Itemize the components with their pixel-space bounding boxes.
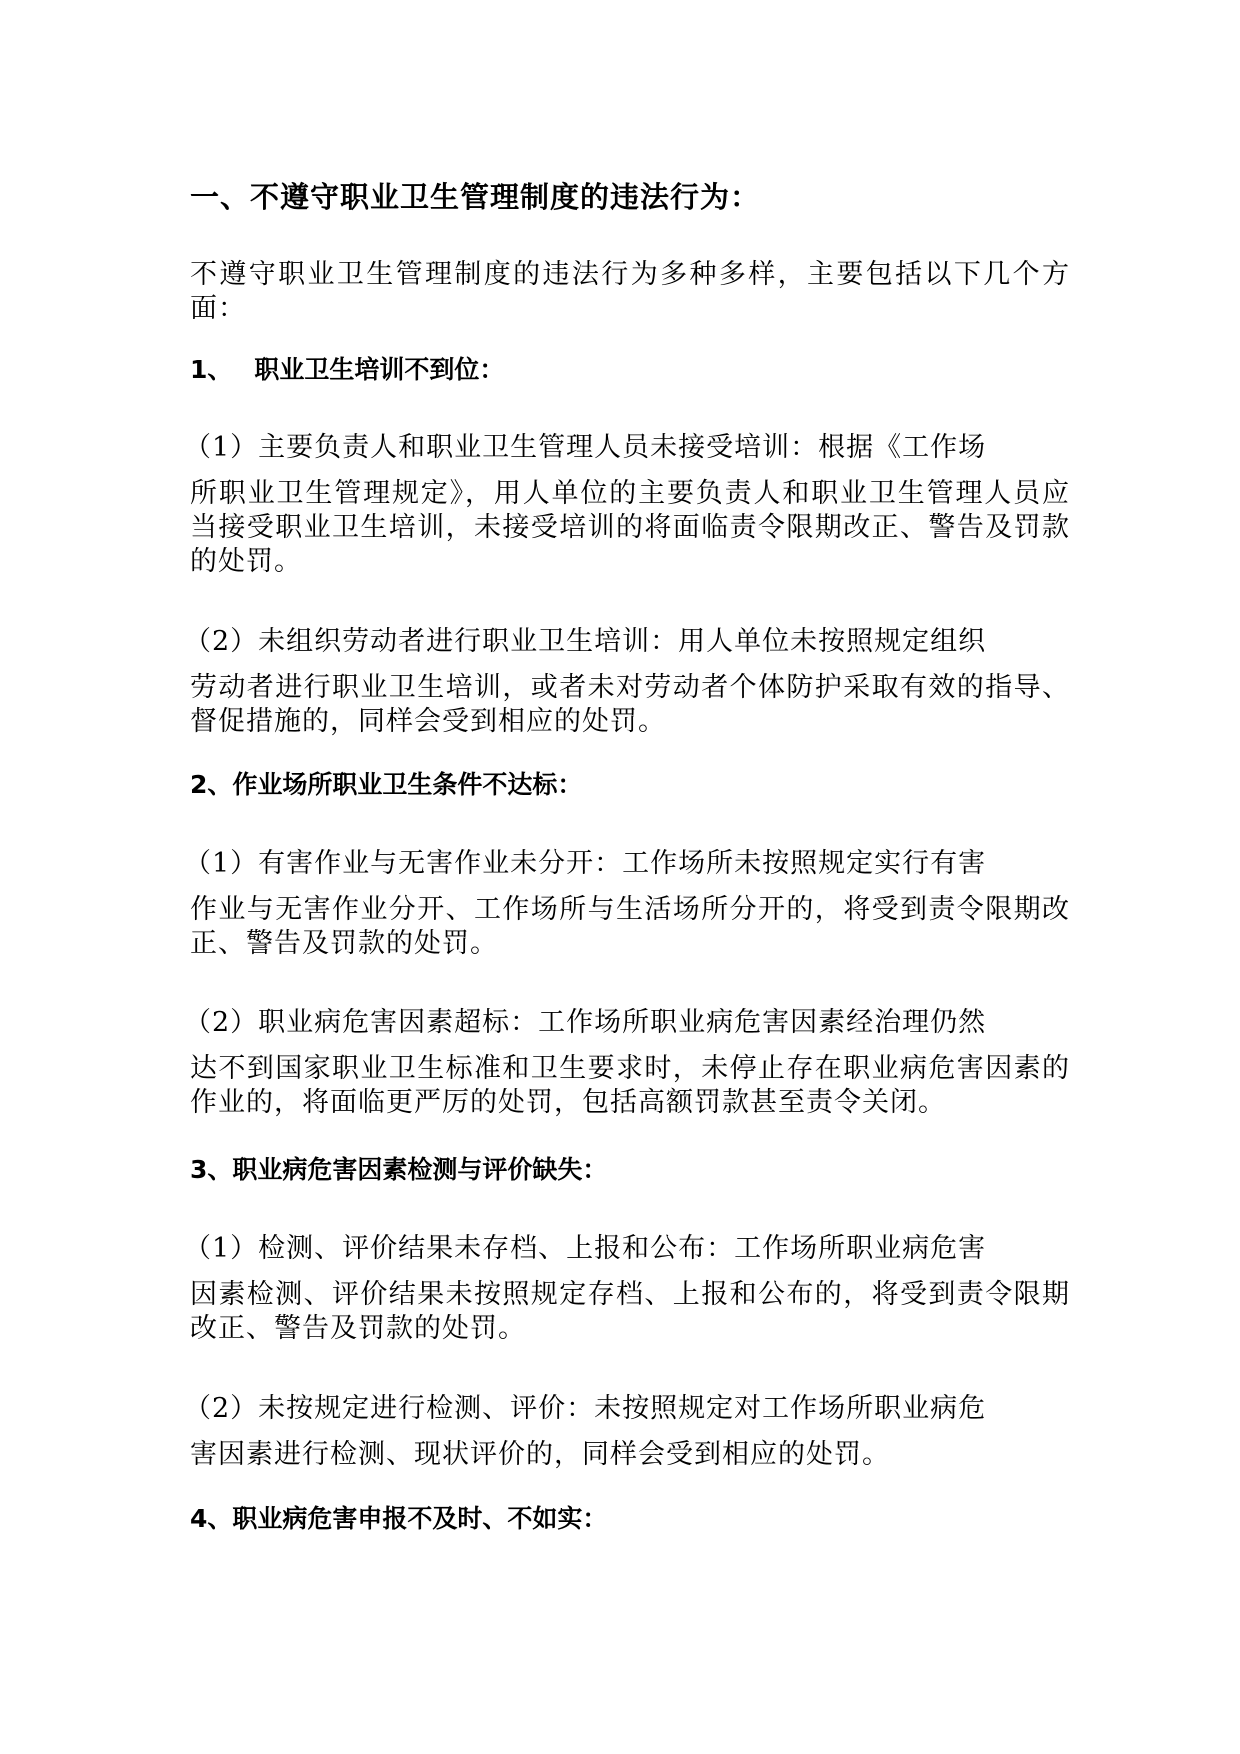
section-2-item-2-lead: （2）职业病危害因素超标：工作场所职业病危害因素经治理仍然	[184, 1007, 987, 1038]
section-4-heading: 4、职业病危害申报不及时、不如实：	[190, 1504, 608, 1533]
section-3-item-1-lead: （1）检测、评价结果未存档、上报和公布：工作场所职业病危害	[184, 1233, 987, 1264]
section-3-item-2-body: 害因素进行检测、现状评价的，同样会受到相应的处罚。	[190, 1439, 890, 1470]
intro-paragraph: 不遵守职业卫生管理制度的违法行为多种多样，主要包括以下几个方面：	[190, 259, 1070, 324]
section-3-item-1-body: 因素检测、评价结果未按照规定存档、上报和公布的，将受到责令限期改正、警告及罚款的处罚。	[190, 1279, 1070, 1344]
section-3-heading: 3、职业病危害因素检测与评价缺失：	[190, 1155, 608, 1184]
section-2-item-2	[184, 1006, 1070, 1120]
section-1-number: 1、	[190, 355, 233, 384]
section-1-item-2	[184, 625, 1070, 739]
section-1-heading	[190, 355, 1070, 385]
section-2-item-2-body: 达不到国家职业卫生标准和卫生要求时，未停止存在职业病危害因素的作业的，将面临更严厉的处罚，包括高额罚款甚至责令关闭。	[190, 1053, 1070, 1118]
section-3-item-1	[184, 1232, 1070, 1346]
page-title: 一、不遵守职业卫生管理制度的违法行为：	[190, 180, 761, 214]
section-3-item-2-lead: （2）未按规定进行检测、评价：未按照规定对工作场所职业病危	[184, 1393, 987, 1424]
section-1-item-2-body: 劳动者进行职业卫生培训，或者未对劳动者个体防护采取有效的指导、督促措施的，同样会受到相应的处罚。	[190, 672, 1070, 737]
section-1-item-1-lead: （1）主要负责人和职业卫生管理人员未接受培训：根据《工作场	[184, 432, 987, 463]
section-2-heading: 2、作业场所职业卫生条件不达标：	[190, 770, 583, 799]
section-1-item-1	[184, 431, 1070, 579]
section-3-item-2	[184, 1392, 1070, 1472]
section-1-item-2-lead: （2）未组织劳动者进行职业卫生培训：用人单位未按照规定组织	[184, 626, 987, 657]
section-1-title: 职业卫生培训不到位：	[254, 355, 505, 384]
section-2-item-1-body: 作业与无害作业分开、工作场所与生活场所分开的，将受到责令限期改正、警告及罚款的处罚。	[190, 894, 1070, 959]
section-2-item-1	[184, 847, 1070, 961]
section-2-item-1-lead: （1）有害作业与无害作业未分开：工作场所未按照规定实行有害	[184, 848, 987, 879]
section-1-item-1-body: 所职业卫生管理规定》，用人单位的主要负责人和职业卫生管理人员应当接受职业卫生培训，未接受培训的将面临责令限期改正、警告及罚款的处罚。	[190, 478, 1070, 577]
